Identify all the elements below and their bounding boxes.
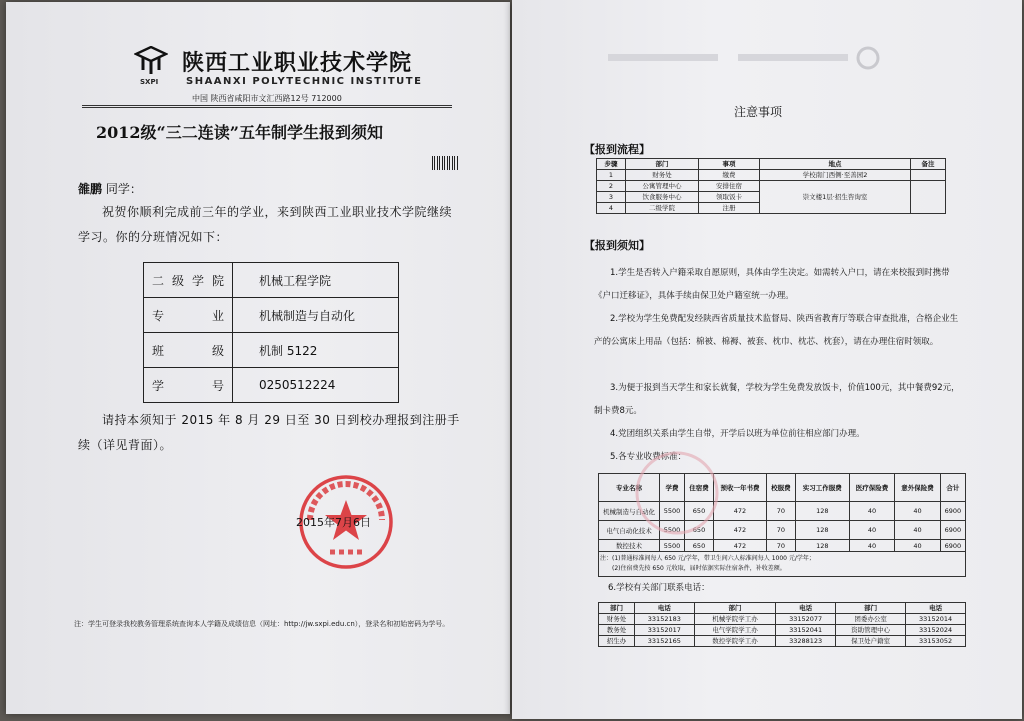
table-header-row [597,159,946,170]
contact-cell: 教务处 [599,625,635,636]
column-header: 住宿费 [685,474,714,502]
column-header: 步骤 [597,159,626,170]
faint-seal-icon [632,448,722,538]
column-header: 地点 [760,159,911,170]
notice-heading: 【报到须知】 [584,239,650,252]
school-name-english: SHAANXI POLYTECHNIC INSTITUTE [186,76,423,87]
column-header: 部门 [836,603,906,614]
column-header: 学费 [660,474,685,502]
barcode-icon [432,156,458,170]
step-number: 1 [597,170,626,181]
step-item: 安排住宿 [699,181,760,192]
notes-title: 注意事项 [734,105,783,119]
column-header: 预收一年书费 [713,474,766,502]
school-name-chinese: 陕西工业职业技术学院 [182,50,413,76]
column-header: 电话 [634,603,694,614]
fee-cell: 40 [849,521,895,540]
info-label: 班级 [144,333,233,368]
column-header: 备注 [911,159,946,170]
contact-phone-table [598,602,966,647]
intro-paragraph: 祝贺你顺利完成前三年的学业，来到陕西工业职业技术学院继续学习。你的分班情况如下： [78,205,453,244]
footnote: 注：学生可登录我校教务管理系统查询本人学籍及成绩信息（网址：http://jw.sxpi.edu.cn），登录名和初始密码为学号。 [74,620,450,628]
contact-heading: 6.学校有关部门联系电话： [608,583,710,593]
fee-cell: 数控技术 [599,540,660,552]
table-row [599,540,966,552]
step-remark [911,181,946,214]
process-heading: 【报到流程】 [584,143,650,156]
table-row [144,368,399,403]
step-item: 注册 [699,203,760,214]
column-header: 校服费 [766,474,795,502]
issue-date: 2015年7月6日 [296,516,371,529]
note-paragraph: 1.学生是否转入户籍采取自愿原则，具体由学生决定。如需转入户口，请在来校报到时携带《户口迁移证》，具体手续由保卫处户籍室统一办理。 [594,268,950,301]
fee-cell: 机械制造与自动化 [599,502,660,521]
contact-cell: 33152017 [634,625,694,636]
note-paragraph: 3.为便于报到当天学生和家长就餐，学校为学生免费发放饭卡，价值100元，其中餐费92元，制卡费8元。 [594,383,960,416]
contact-cell: 招生办 [599,636,635,647]
fee-cell: 5500 [660,521,685,540]
step-department: 公寓管理中心 [626,181,699,192]
note-paragraph: 5.各专业收费标准： [610,452,687,462]
step-item: 缴费 [699,170,760,181]
column-header: 合计 [940,474,965,502]
fee-cell: 70 [766,502,795,521]
header-rule-double [82,107,452,108]
logo-abbreviation: SXPI [140,78,159,86]
notice-sheet-front [6,2,510,714]
table-note-row [599,552,966,577]
fee-cell: 650 [685,540,714,552]
contact-cell: 团委办公室 [836,614,906,625]
student-salutation [78,180,142,197]
step-place: 学校南门西侧·至善园2 [760,170,911,181]
fee-cell: 40 [849,502,895,521]
table-row [597,181,946,192]
info-value: 机械制造与自动化 [233,298,399,333]
column-header: 医疗保险费 [849,474,895,502]
registration-instruction: 请持本须知于 2015 年 8 月 29 日至 30 日到校办理报到注册手续（详见背面）。 [78,413,460,452]
notice-sheet-back [512,0,1022,719]
fee-cell: 电气自动化技术 [599,521,660,540]
note-paragraph: 2.学校为学生免费配发经陕西省质量技术监督局、陕西省教育厅等联合审查批准，合格企业生产的公寓床上用品（包括：棉被、棉褥、被套、枕巾、枕芯、枕套），请在办理住宿时领取。 [594,314,959,347]
fee-cell: 6900 [940,502,965,521]
fee-cell: 40 [895,502,941,521]
contact-cell: 33152024 [906,625,966,636]
fee-cell: 6900 [940,521,965,540]
contact-cell: 资助管理中心 [836,625,906,636]
column-header: 部门 [694,603,776,614]
contact-cell: 33153052 [906,636,966,647]
contact-cell: 33152077 [776,614,836,625]
fee-cell: 472 [713,502,766,521]
school-address: 中国 陕西省咸阳市文汇西路12号 712000 [192,94,342,103]
step-place: 崇文楼1层·招生咨询室 [760,181,911,214]
contact-cell: 保卫处户籍室 [836,636,906,647]
contact-cell: 33152183 [634,614,694,625]
contact-cell: 33152041 [776,625,836,636]
contact-cell: 数控学院学工办 [694,636,776,647]
info-label: 二级学院 [144,263,233,298]
fee-cell: 5500 [660,502,685,521]
header-rule [82,105,452,106]
table-row [144,263,399,298]
registration-steps-table [596,158,946,214]
column-header: 部门 [626,159,699,170]
column-header: 实习工作服费 [795,474,849,502]
info-value: 机械工程学院 [233,263,399,298]
column-header: 意外保险费 [895,474,941,502]
school-logo-icon [134,46,168,76]
fee-cell: 128 [795,540,849,552]
contact-cell: 机械学院学工办 [694,614,776,625]
table-header-row [599,603,966,614]
step-department: 财务处 [626,170,699,181]
fee-cell: 6900 [940,540,965,552]
table-row [144,298,399,333]
fee-cell: 128 [795,521,849,540]
contact-cell: 33152165 [634,636,694,647]
table-row [599,636,966,647]
table-row [597,170,946,181]
fee-cell: 128 [795,502,849,521]
table-row [599,614,966,625]
fee-cell: 70 [766,540,795,552]
fee-cell: 40 [895,521,941,540]
fee-cell: 650 [685,521,714,540]
note-paragraph: 4.党团组织关系由学生自带，开学后以班为单位前往相应部门办理。 [610,429,865,439]
column-header: 专业名称 [599,474,660,502]
step-remark [911,170,946,181]
fee-cell: 5500 [660,540,685,552]
fee-cell: 40 [849,540,895,552]
step-number: 3 [597,192,626,203]
step-department: 二级学院 [626,203,699,214]
salutation-text: 同学： [105,182,142,196]
contact-cell: 财务处 [599,614,635,625]
info-label: 专业 [144,298,233,333]
fee-cell: 472 [713,540,766,552]
document-title: 2012级“三二连读”五年制学生报到须知 [96,123,383,142]
info-value: 机制 5122 [233,333,399,368]
step-number: 4 [597,203,626,214]
info-label: 学号 [144,368,233,403]
step-item: 领取饭卡 [699,192,760,203]
fee-note-line: (2)住宿费先按 650 元收取，届时依据实际住宿条件，补收差额。 [612,565,786,572]
step-number: 2 [597,181,626,192]
fee-note [599,552,966,577]
info-value: 0250512224 [233,368,399,403]
contact-cell: 33288123 [776,636,836,647]
contact-cell: 33152014 [906,614,966,625]
column-header: 电话 [776,603,836,614]
fee-note-line: 注：(1)普通标准间每人 650 元/学年，带卫生间六人标准间每人 1000 元/学年； [600,555,815,562]
table-row [599,625,966,636]
class-assignment-table [143,262,399,403]
step-department: 饮食服务中心 [626,192,699,203]
column-header: 事项 [699,159,760,170]
fee-cell: 650 [685,502,714,521]
fee-cell: 70 [766,521,795,540]
fee-cell: 40 [895,540,941,552]
contact-cell: 电气学院学工办 [694,625,776,636]
table-row [144,333,399,368]
fee-cell: 472 [713,521,766,540]
bleed-through-header-icon [598,40,958,76]
column-header: 部门 [599,603,635,614]
student-name: 雒鹏 [78,182,103,196]
column-header: 电话 [906,603,966,614]
